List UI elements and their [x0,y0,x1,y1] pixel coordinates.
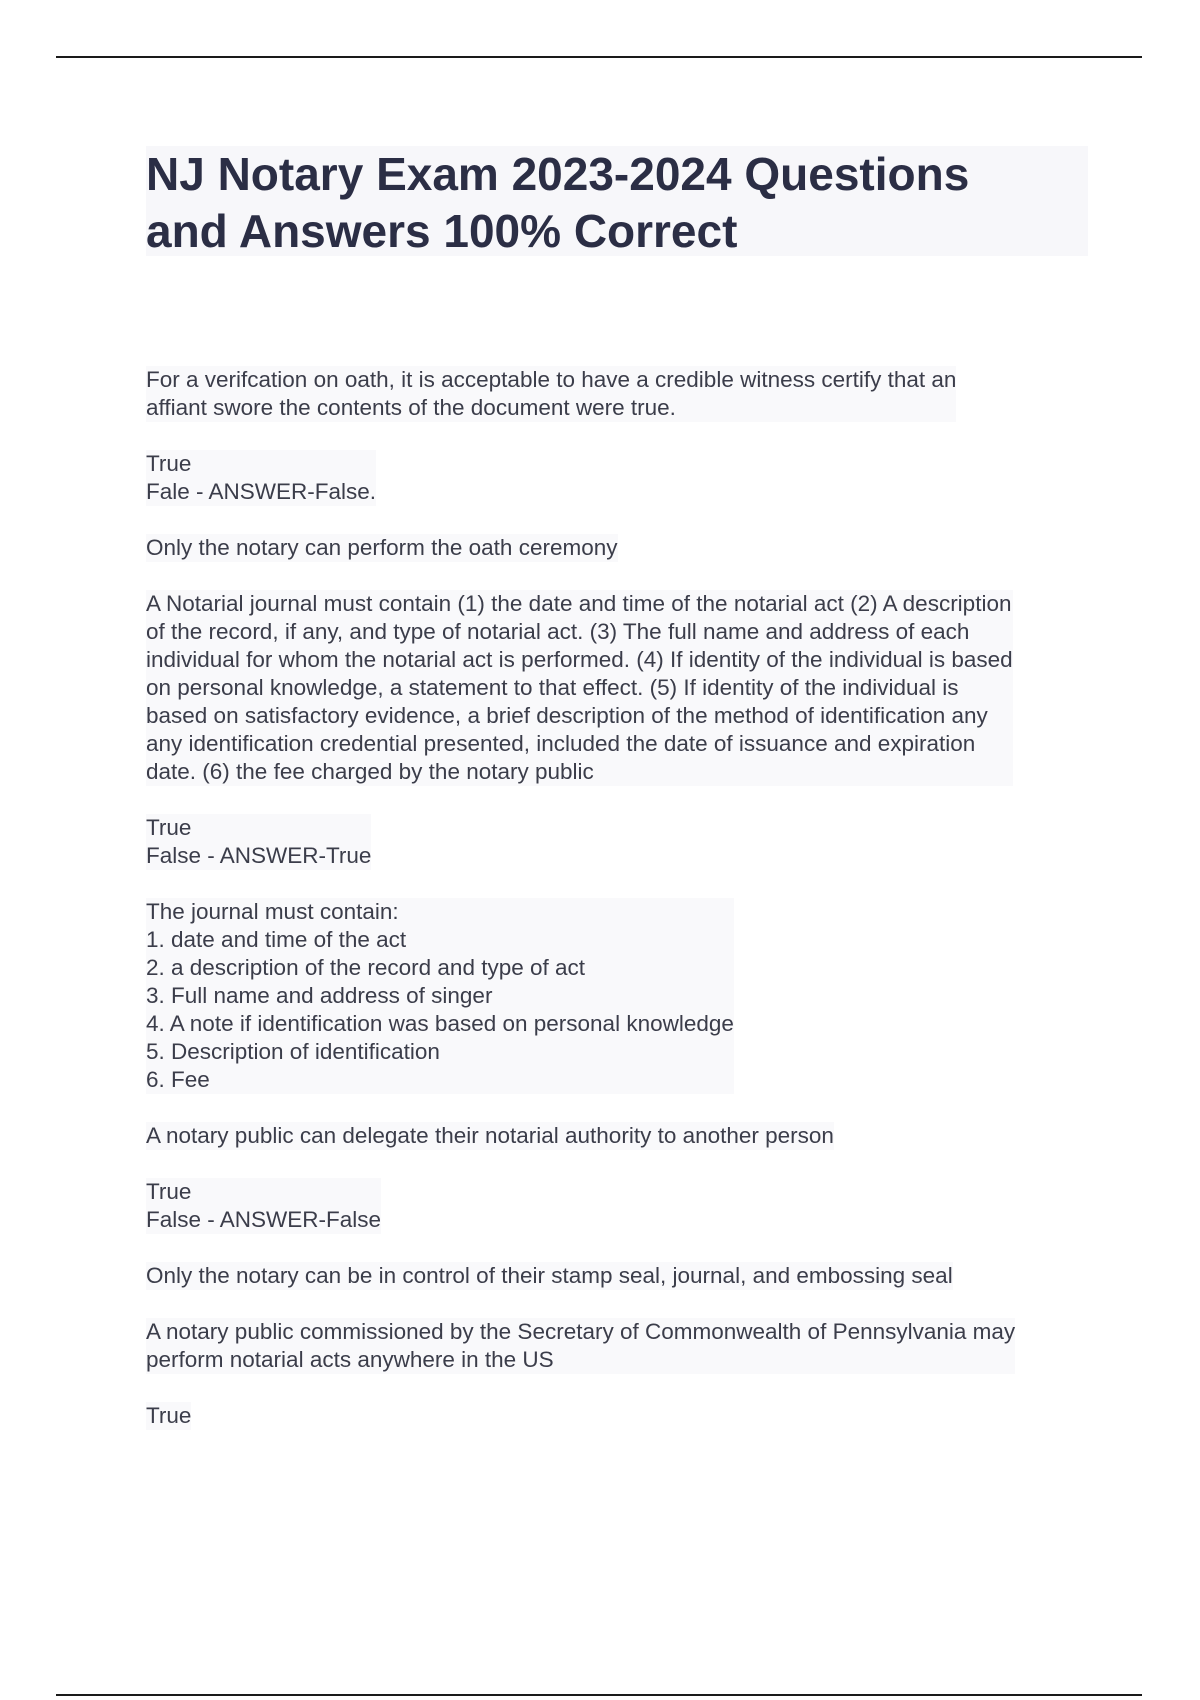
question-4-line-1: A notary public commissioned by the Secretary of Commonwealth of Pennsylvania may [146,1319,1016,1344]
question-2-explanation-intro: The journal must contain: [146,899,399,924]
list-item: 1. date and time of the act [146,927,407,952]
question-1-line-2: affiant swore the contents of the document were true. [146,395,676,420]
question-2-line-5: based on satisfactory evidence, a brief description of the method of identification any [146,703,988,728]
title-block [146,146,1088,256]
question-4-options [146,1402,191,1430]
question-2-line-3: individual for whom the notarial act is performed. (4) If identity of the individual is based [146,647,1013,672]
list-item: 6. Fee [146,1067,210,1092]
question-3 [146,1122,834,1150]
question-1 [146,366,956,422]
top-rule [56,56,1142,58]
question-2-line-2: of the record, if any, and type of notarial act. (3) The full name and address of each [146,619,970,644]
title-line-1: NJ Notary Exam 2023-2024 Questions [146,148,970,200]
document-body [146,366,1088,1458]
list-item: 2. a description of the record and type of act [146,955,586,980]
question-2 [146,590,1013,786]
question-2-option-answer: False - ANSWER-True [146,843,372,868]
question-3-option-answer: False - ANSWER-False [146,1207,382,1232]
page-title [146,146,969,260]
question-3-options [146,1178,381,1234]
question-2-line-4: on personal knowledge, a statement to that effect. (5) If identity of the individual is [146,675,959,700]
bottom-rule [56,1694,1142,1696]
question-1-line-1: For a verifcation on oath, it is acceptable to have a credible witness certify that an [146,367,957,392]
question-4-option-true: True [146,1403,192,1428]
list-item: 3. Full name and address of singer [146,983,493,1008]
question-1-options [146,450,376,506]
question-2-line-7: date. (6) the fee charged by the notary public [146,759,594,784]
question-3-text: A notary public can delegate their notarial authority to another person [146,1123,834,1148]
question-3-explanation-text: Only the notary can be in control of their stamp seal, journal, and embossing seal [146,1263,953,1288]
question-1-option-answer: Fale - ANSWER-False. [146,479,377,504]
question-2-options [146,814,371,870]
question-4 [146,1318,1015,1374]
question-3-option-true: True [146,1179,192,1204]
question-3-explanation [146,1262,953,1290]
question-2-explanation [146,898,734,1094]
question-1-option-true: True [146,451,192,476]
list-item: 5. Description of identification [146,1039,440,1064]
question-4-line-2: perform notarial acts anywhere in the US [146,1347,554,1372]
question-1-explanation [146,534,618,562]
title-line-2: and Answers 100% Correct [146,205,738,257]
question-2-line-1: A Notarial journal must contain (1) the date and time of the notarial act (2) A description [146,591,1012,616]
list-item: 4. A note if identification was based on personal knowledge [146,1011,734,1036]
question-2-option-true: True [146,815,192,840]
question-2-line-6: any identification credential presented, included the date of issuance and expiration [146,731,976,756]
question-1-explanation-text: Only the notary can perform the oath ceremony [146,535,618,560]
